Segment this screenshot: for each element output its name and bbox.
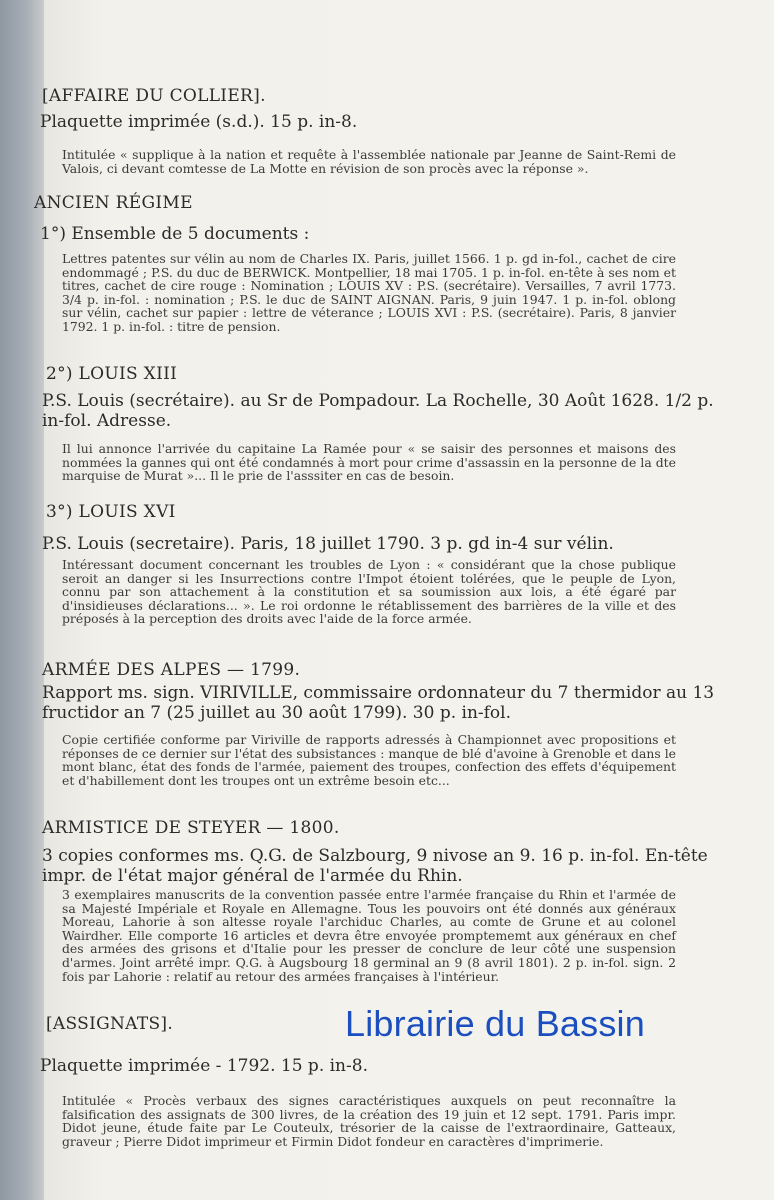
entry-note: Intéressant document concernant les troubles de Lyon : « considérant que la chose publique seroit an danger si les Insurrections contre l'Impot étoient tolérées, que le peuple de Lyon, connu par son attachement à la constitution et sa soumission aux lois, a été égaré par d'insidieuses déclarations... ». Le roi ordonne le rétablissement des barrières de la ville et des préposés à la perception des droits avec l'aide de la force armée.	[62, 557, 676, 627]
entry-heading: ANCIEN RÉGIME	[34, 193, 193, 213]
entry-description: P.S. Louis (secretaire). Paris, 18 juillet 1790. 3 p. gd in-4 sur vélin.	[42, 534, 614, 554]
entry-note: Intitulée « supplique à la nation et requête à l'assemblée nationale par Jeanne de Saint-Remi de Valois, ci devant comtesse de La Motte en révision de son procès avec la réponse ».	[62, 147, 676, 176]
entry-heading: [ASSIGNATS].	[46, 1014, 174, 1034]
book-spine-shadow	[0, 0, 44, 1200]
entry-description: Plaquette imprimée (s.d.). 15 p. in-8.	[40, 112, 358, 132]
bookseller-watermark: Librairie du Bassin	[345, 1003, 645, 1044]
entry-note: Copie certifiée conforme par Viriville de rapports adressés à Championnet avec propositions et réponses de ce dernier sur l'état des subsistances : manque de blé d'avoine à Grenoble et dans le mont blanc, état des fonds de l'armée, paiement des troupes, confection des effets d'équipement et d'habillement dont les troupes ont un extrême besoin etc...	[62, 732, 676, 788]
entry-heading: ARMISTICE DE STEYER — 1800.	[42, 818, 340, 838]
entry-heading: 2°) LOUIS XIII	[46, 364, 178, 384]
entry-note: Lettres patentes sur vélin au nom de Charles IX. Paris, juillet 1566. 1 p. gd in-fol., cachet de cire endommagé ; P.S. du duc de BERWICK. Montpellier, 18 mai 1705. 1 p. in-fol. en-tête à ses nom et titres, cachet de cire rouge : Nomination ; LOUIS XV : P.S. (secrétaire). Versailles, 7 avril 1773. 3/4 p. in-fol. : nomination ; P.S. le duc de SAINT AIGNAN. Paris, 9 juin 1947. 1 p. in-fol. oblong sur vélin, cachet sur papier : lettre de véterance ; LOUIS XVI : P.S. (secrétaire). Paris, 8 janvier 1792. 1 p. in-fol. : titre de pension.	[62, 251, 676, 334]
entry-heading: 3°) LOUIS XVI	[46, 502, 176, 522]
entry-note: 3 exemplaires manuscrits de la convention passée entre l'armée française du Rhin et l'armée de sa Majesté Impériale et Royale en Allemagne. Tous les pouvoirs ont été donnés aux généraux Moreau, Lahorie à son altesse royale l'archiduc Charles, au comte de Grune et au colonel Wairdher. Elle comporte 16 articles et devra être envoyée promptememt aux généraux en chef des armées des grisons et d'Italie pour les presser de conclure de leur côté une suspension d'armes. Joint arrêté impr. Q.G. à Augsbourg 18 germinal an 9 (8 avril 1801). 2 p. in-fol. sign. 2 fois par Lahorie : relatif au retour des armées françaises à l'intérieur.	[62, 887, 676, 984]
entry-description: P.S. Louis (secrétaire). au Sr de Pompadour. La Rochelle, 30 Août 1628. 1/2 p. in-fol. Adresse.	[42, 391, 714, 431]
entry-description: Rapport ms. sign. VIRIVILLE, commissaire ordonnateur du 7 thermidor au 13 fructidor an 7 (25 juillet au 30 août 1799). 30 p. in-fol.	[42, 683, 715, 723]
entry-note: Intitulée « Procès verbaux des signes caractéristiques auxquels on peut reconnaître la falsification des assignats de 300 livres, de la création des 19 juin et 12 sept. 1791. Paris impr. Didot jeune, étude faite par Le Couteulx, trésorier de la caisse de l'extraordinaire, Gatteaux, graveur ; Pierre Didot imprimeur et Firmin Didot fondeur en caractères d'imprimerie.	[62, 1093, 676, 1149]
entry-heading: ARMÉE DES ALPES — 1799.	[42, 660, 301, 680]
entry-heading: [AFFAIRE DU COLLIER].	[42, 86, 266, 106]
entry-description: 3 copies conformes ms. Q.G. de Salzbourg, 9 nivose an 9. 16 p. in-fol. En-tête impr. de l'état major général de l'armée du Rhin.	[42, 846, 708, 886]
entry-note: Il lui annonce l'arrivée du capitaine La Ramée pour « se saisir des personnes et maisons des nommées la gannes qui ont été condamnés à mort pour crime d'assassin en la personne de la dte marquise de Murat »... Il le prie de l'asssiter en cas de besoin.	[62, 441, 676, 484]
entry-description: Plaquette imprimée - 1792. 15 p. in-8.	[40, 1056, 368, 1076]
entry-description: 1°) Ensemble de 5 documents :	[40, 224, 310, 244]
